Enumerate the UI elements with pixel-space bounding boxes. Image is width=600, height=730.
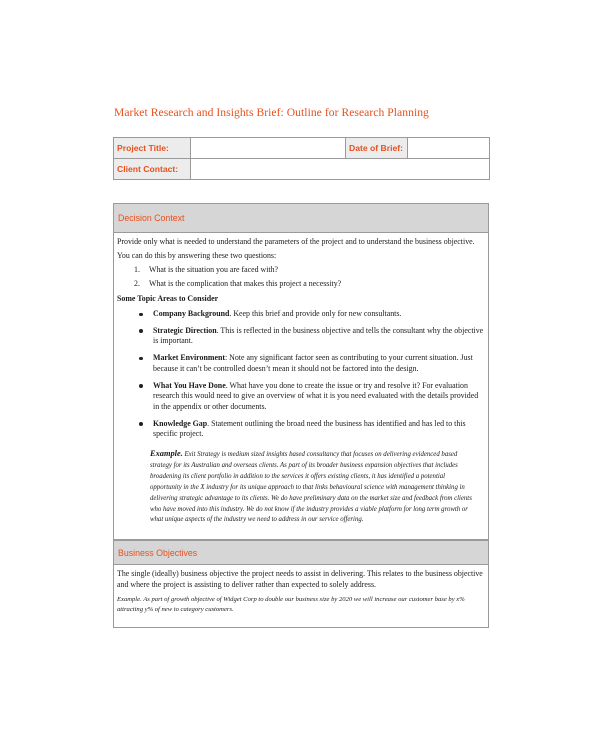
topic-list bbox=[117, 309, 484, 440]
list-item: Market Environment: Note any significant factor seen as contributing to your current situation. Just because it can’t be controlled doesn’t mean it should not be factored into the design. bbox=[137, 353, 484, 374]
list-item: Knowledge Gap. Statement outlining the broad need the business has identified and has led to this specific project. bbox=[137, 419, 484, 440]
decision-context-section bbox=[113, 203, 489, 540]
decision-intro: Provide only what is needed to understand the parameters of the project and to understand the business objective. You can do this by answering these two questions: bbox=[117, 237, 475, 260]
list-item: What You Have Done. What have you done to create the issue or try and resolve it? For evaluation research this would need to give an overview of what it is you need evaluated with the details provided in the appendix or other documents. bbox=[137, 381, 484, 413]
project-title-value[interactable] bbox=[191, 138, 346, 159]
date-of-brief-label: Date of Brief: bbox=[346, 138, 408, 159]
question-list bbox=[117, 263, 484, 291]
business-objectives-heading: Business Objectives bbox=[114, 541, 488, 565]
client-contact-value[interactable] bbox=[191, 159, 490, 180]
project-title-label: Project Title: bbox=[114, 138, 191, 159]
business-objectives-section bbox=[113, 540, 489, 628]
decision-example: Example. Exit Strategy is medium sized insights based consultancy that focuses on delivering evidenced based strategy for its Australian and overseas clients. As part of its broader business expansion objectives that includes broadening its client portfolio in addition to the services it offers existing clients, it has identified a potential opportunity in the X industry for its unique approach to that links behavioural science with management thinking in delivering strategic advantage to its clients. We do have preliminary data on the market size and feedback from clients who have moved into this industry. We do not know if the industry provides a viable platform for long term growth or what unique aspects of the industry we need to address in our service offering. bbox=[150, 449, 472, 524]
topic-areas-heading: Some Topic Areas to Consider bbox=[117, 294, 219, 303]
decision-context-heading: Decision Context bbox=[114, 204, 488, 233]
client-contact-label: Client Contact: bbox=[114, 159, 191, 180]
date-of-brief-value[interactable] bbox=[408, 138, 490, 159]
objectives-example: Example. As part of growth objective of Widget Corp to double our business size by 2020 we will increase our customer base by x% attracting y% of new to category customers. bbox=[117, 595, 465, 614]
list-item: Strategic Direction. This is reflected in the business objective and tells the consultant why the objective is important. bbox=[137, 326, 484, 347]
objectives-text: The single (ideally) business objective the project needs to assist in delivering. This relates to the business objective and where the project is assisting to deliver rather than expected to solely address. bbox=[117, 569, 483, 590]
document-title: Market Research and Insights Brief: Outline for Research Planning bbox=[114, 106, 429, 119]
project-info-table bbox=[113, 137, 490, 180]
list-item: Company Background. Keep this brief and provide only for new consultants. bbox=[137, 309, 484, 320]
list-item: 1. What is the situation you are faced with? bbox=[134, 265, 279, 274]
list-item: 2. What is the complication that makes this project a necessity? bbox=[134, 279, 342, 288]
